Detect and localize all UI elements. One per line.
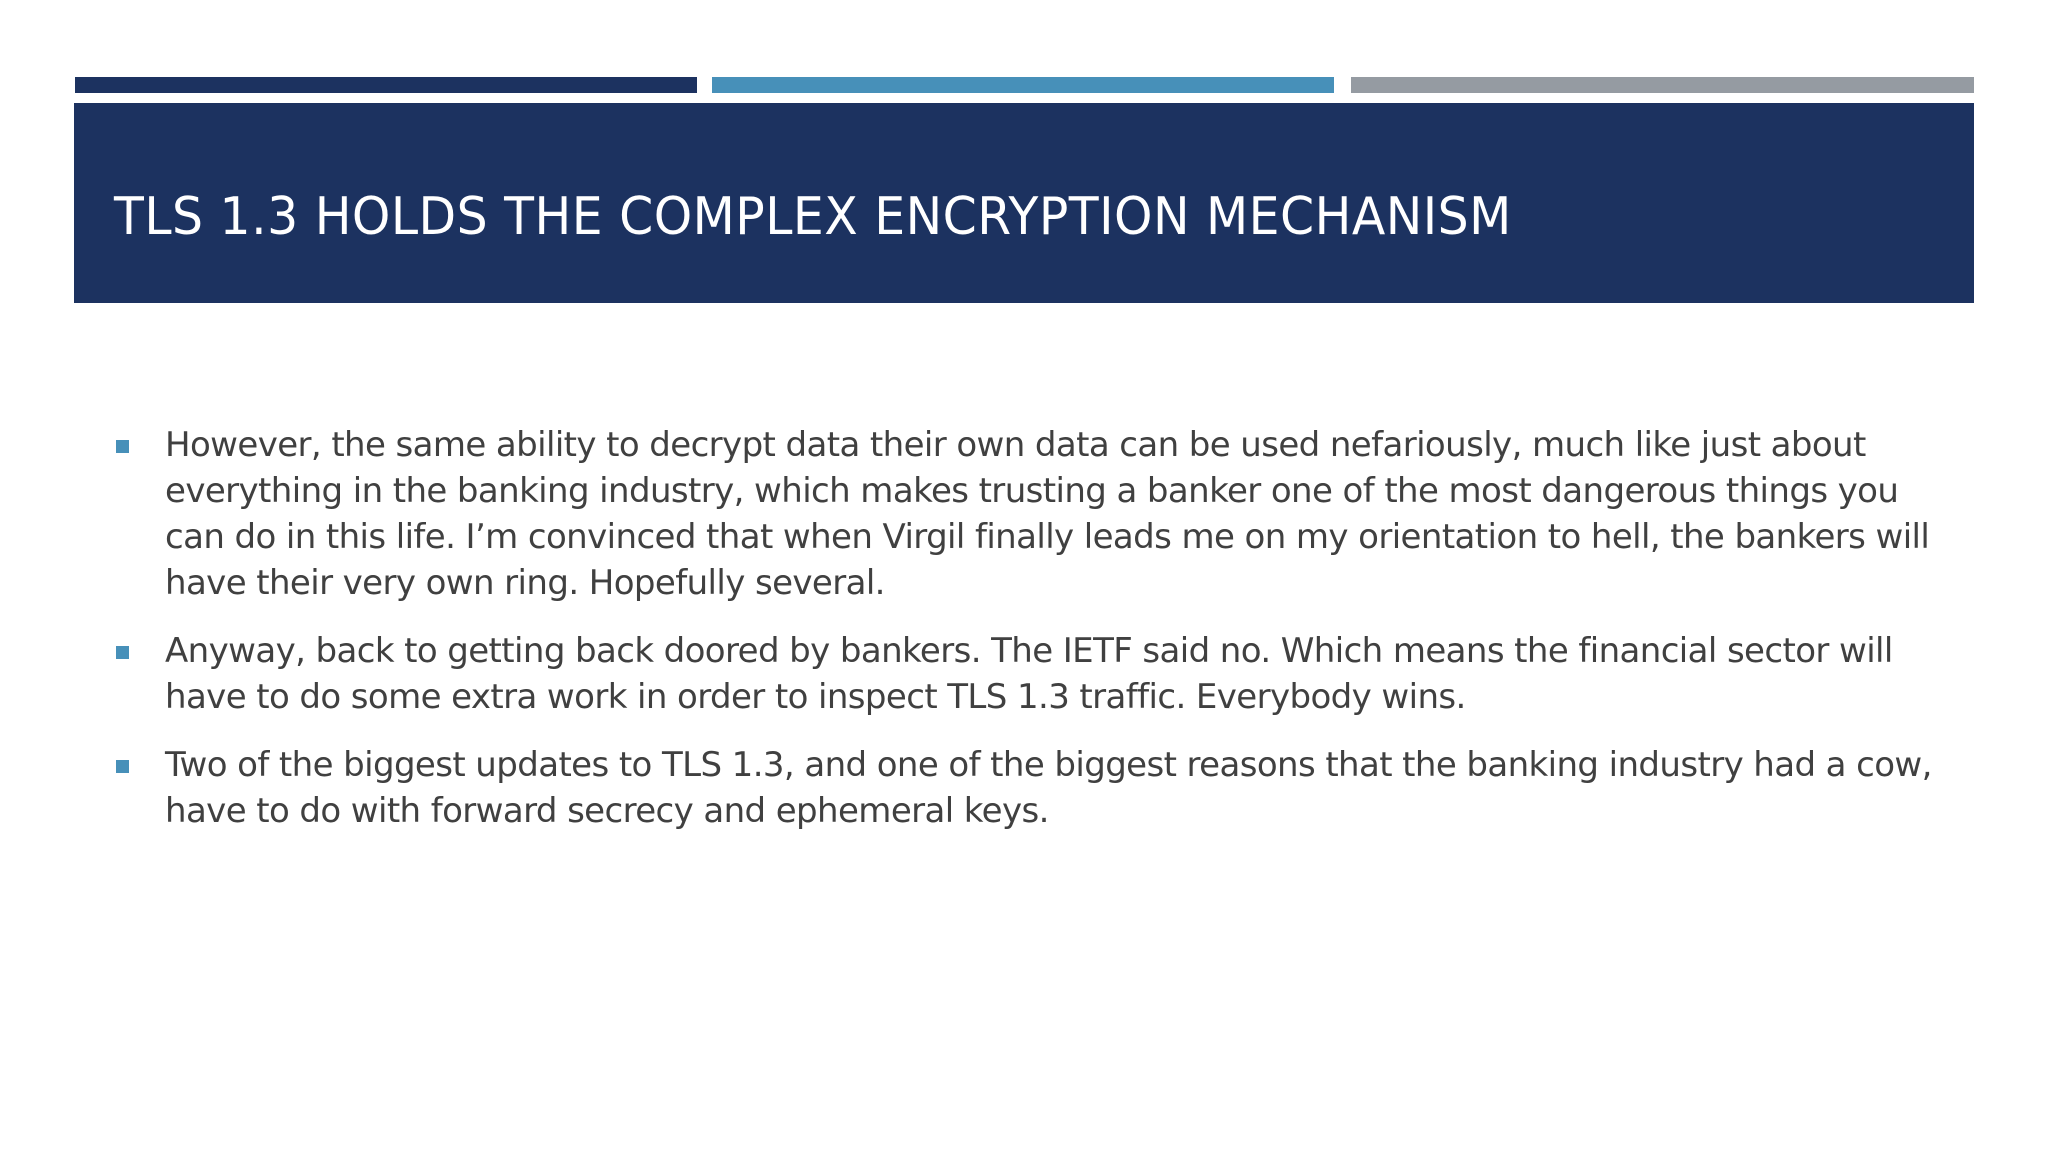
square-bullet-icon <box>116 760 129 773</box>
slide-title: TLS 1.3 HOLDS THE COMPLEX ENCRYPTION MECHANISM <box>114 187 1512 247</box>
accent-bar-blue <box>712 77 1334 93</box>
bullet-item <box>115 742 1945 834</box>
bullet-text: Anyway, back to getting back doored by bankers. The IETF said no. Which means the financial sector will have to do some extra work in order to inspect TLS 1.3 traffic. Everybody wins. <box>165 631 1893 717</box>
bullet-item <box>115 422 1945 606</box>
bullet-text: However, the same ability to decrypt data their own data can be used nefariously, much like just about everything in the banking industry, which makes trusting a banker one of the most dangerous things you can do in this life. I’m convinced that when Virgil finally leads me on my orientation to hell, the bankers will have their very own ring. Hopefully several. <box>165 425 1930 603</box>
square-bullet-icon <box>116 440 129 453</box>
accent-bar-gray <box>1351 77 1974 93</box>
bullet-text: Two of the biggest updates to TLS 1.3, and one of the biggest reasons that the banking industry had a cow, have to do with forward secrecy and ephemeral keys. <box>165 745 1932 831</box>
bullet-list <box>115 422 1945 856</box>
title-band <box>74 103 1974 303</box>
accent-bar-dark <box>75 77 697 93</box>
square-bullet-icon <box>116 646 129 659</box>
bullet-item <box>115 628 1945 720</box>
